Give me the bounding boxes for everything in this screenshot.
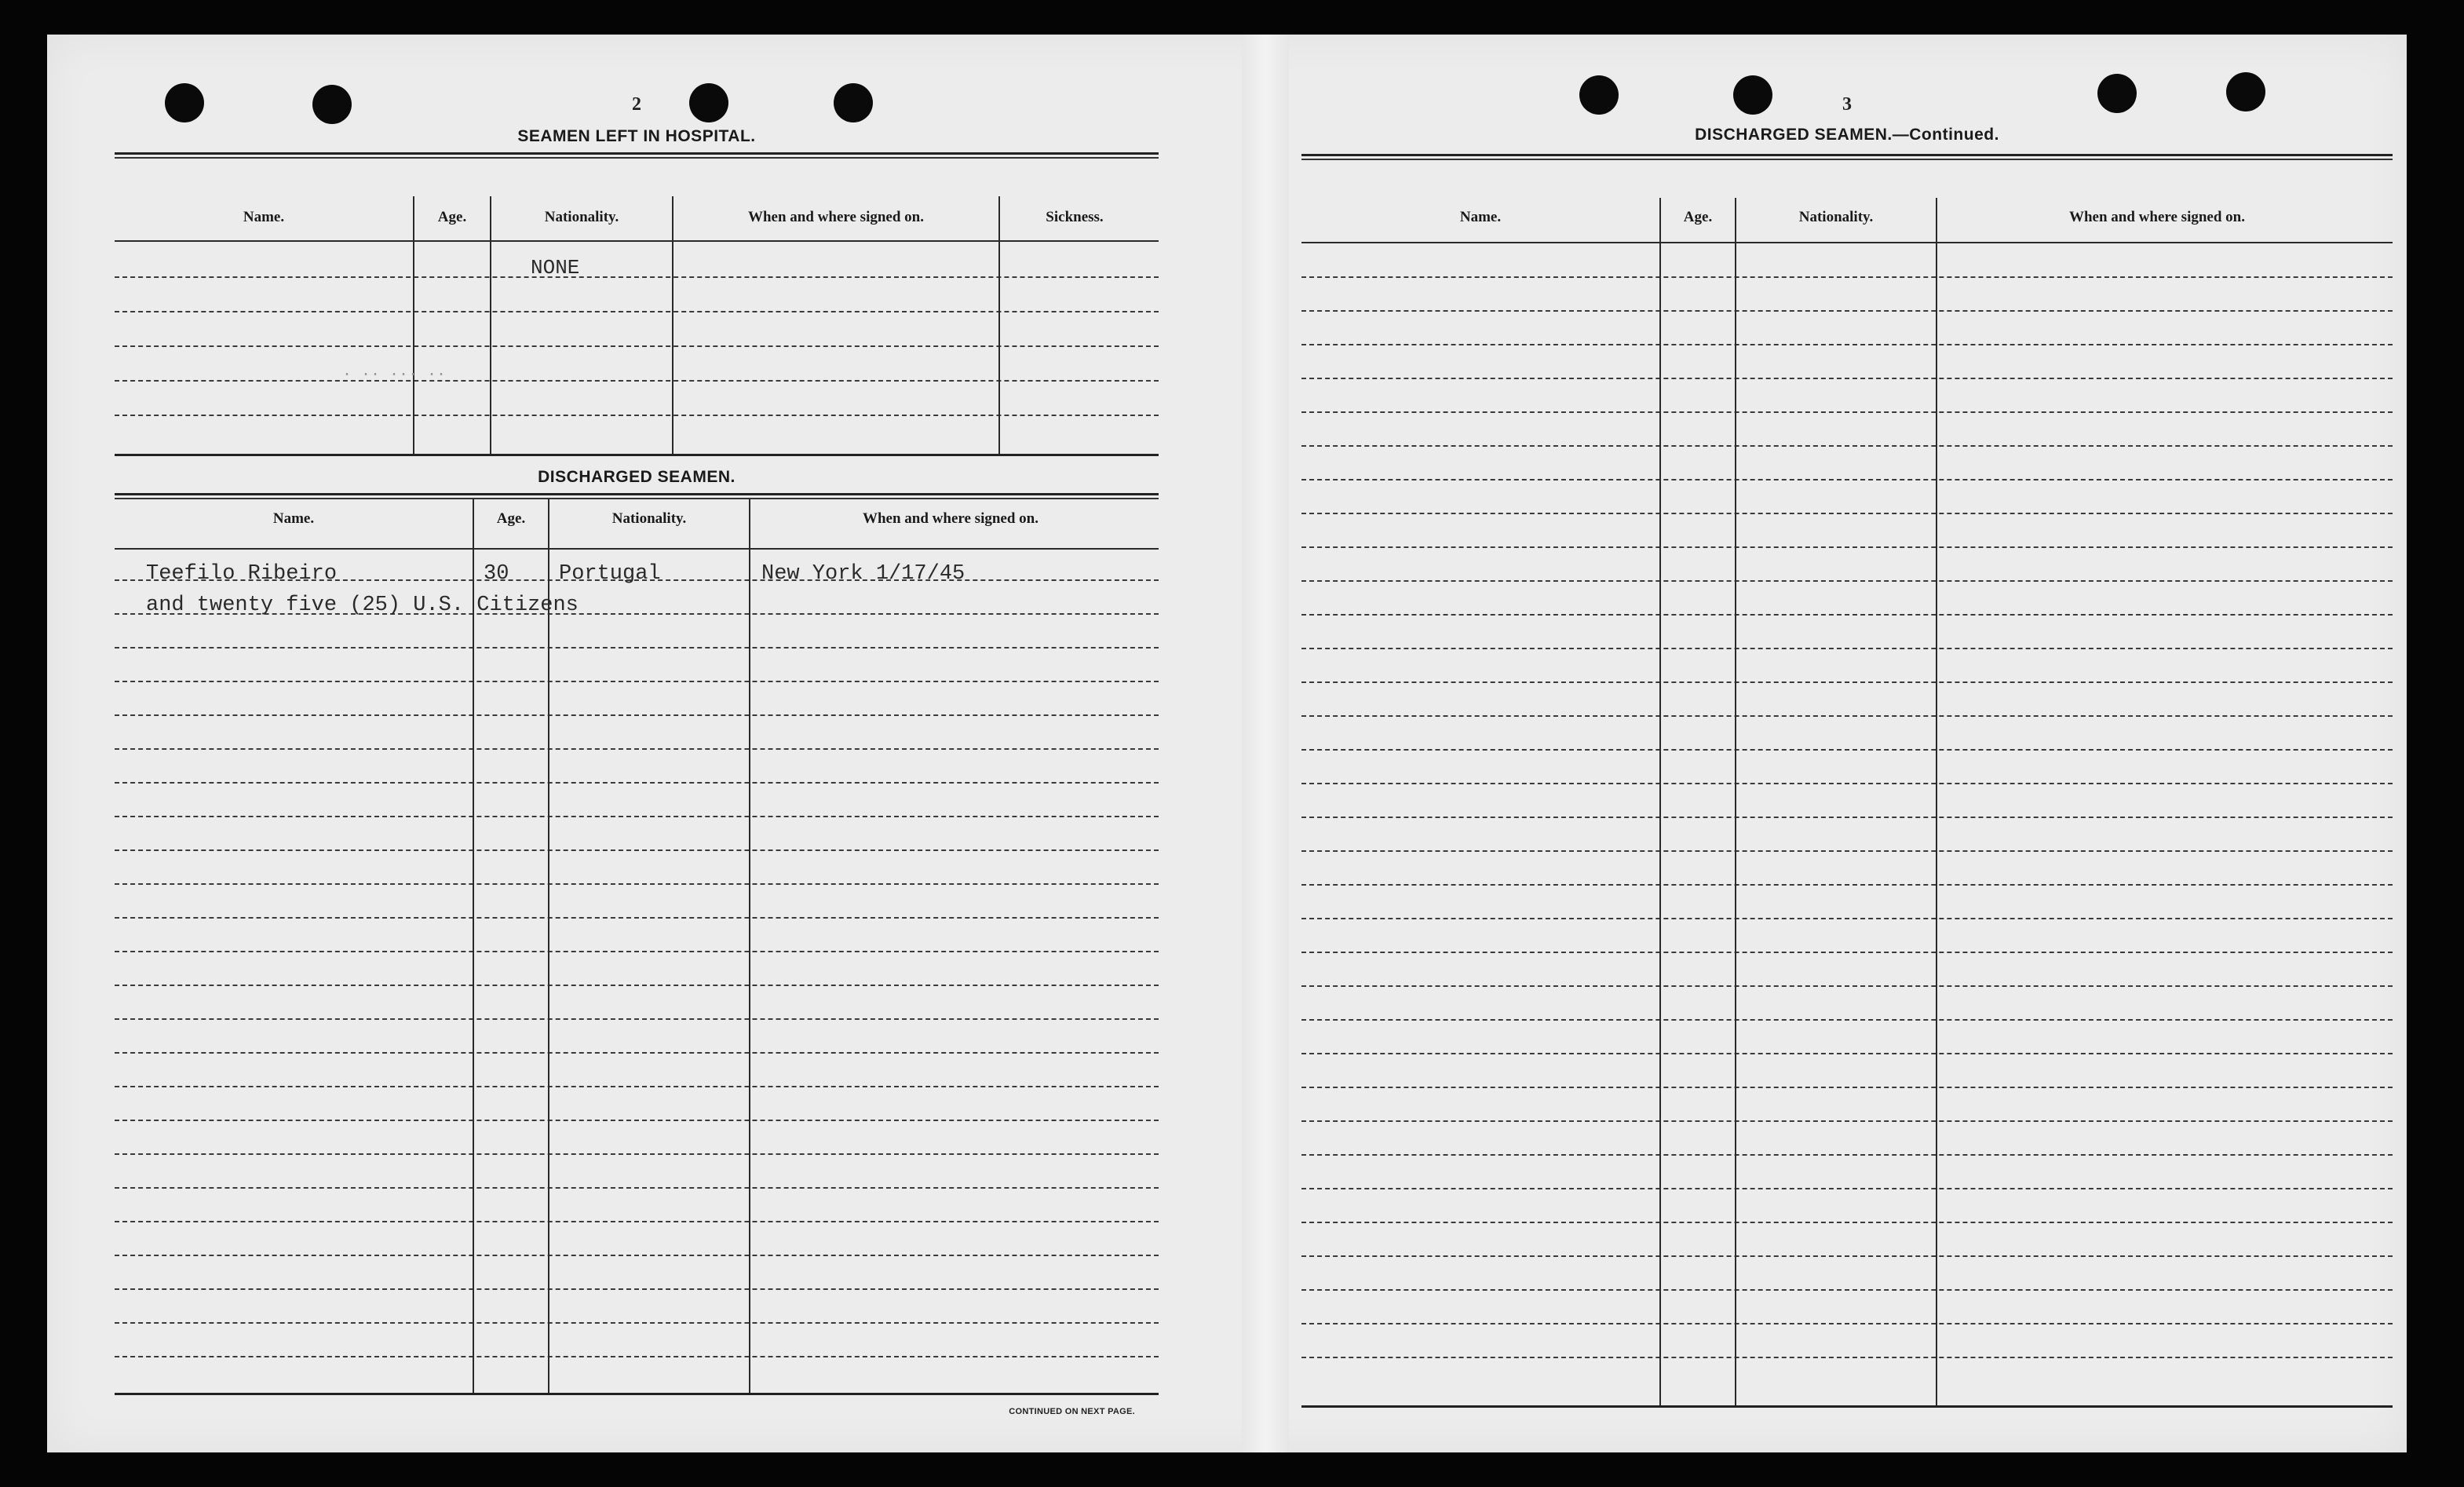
ruled-line [115,883,1159,885]
ruled-line [1301,1323,2393,1324]
page-number: 3 [1842,94,1852,115]
ruled-line [1301,310,2393,312]
ruled-line [1301,783,2393,784]
seaman-name: Teefilo Ribeiro [146,562,338,586]
ruled-line [1301,749,2393,751]
ruled-line [1301,580,2393,582]
ruled-line [115,1221,1159,1222]
ruled-line [1301,614,2393,616]
ruled-line [1301,276,2393,278]
continued-table [1301,154,2393,1410]
seaman-age: 30 [484,562,509,586]
ruled-line [1301,918,2393,919]
page-number: 2 [632,94,641,115]
continued-section-title: DISCHARGED SEAMEN.—Continued. [1695,126,1999,144]
ruled-line [115,1052,1159,1054]
ruled-line [115,1255,1159,1256]
hospital-col-age: Age. [437,209,467,225]
ruled-line [1301,1289,2393,1291]
ruled-line [1301,952,2393,953]
ruled-line [115,1187,1159,1189]
ruled-line [115,951,1159,952]
ruled-line [115,985,1159,986]
hospital-section-title: SEAMEN LEFT IN HOSPITAL. [517,127,756,145]
ruled-line [1301,1154,2393,1156]
scanned-document [47,35,2407,1452]
hospital-table [115,152,1159,459]
ruled-line [115,917,1159,919]
ruled-line [115,647,1159,649]
ruled-line [1301,681,2393,683]
hospital-col-name: Name. [243,209,285,225]
ruled-line [1301,1222,2393,1223]
ruled-line [115,1288,1159,1290]
ruled-line [1301,715,2393,717]
discharged-col-signed-on: When and where signed on. [862,510,1039,527]
continued-col-name: Name. [1459,209,1502,225]
ruled-line [115,1356,1159,1357]
ruled-line [1301,1357,2393,1358]
hospital-col-sickness: Sickness. [1046,209,1104,225]
ruled-line [115,714,1159,716]
ruled-line [115,782,1159,784]
ruled-line [1301,884,2393,886]
ruled-line [115,1153,1159,1155]
seaman-signed-on: New York 1/17/45 [761,562,966,586]
ruled-line [1301,1120,2393,1122]
continued-col-signed-on: When and where signed on. [2068,209,2245,225]
ruled-line [115,816,1159,817]
ruled-line [115,1018,1159,1020]
ruled-line [1301,546,2393,548]
ruled-line [115,849,1159,851]
faint-stamp-mark: ·· ··· ·· · [342,364,447,382]
discharged-col-age: Age. [496,510,526,527]
continued-note: CONTINUED ON NEXT PAGE. [1009,1407,1135,1416]
ruled-line [1301,344,2393,345]
discharged-col-nationality: Nationality. [611,510,687,527]
ruled-line [1301,1255,2393,1257]
continuation-line: and twenty five (25) U.S. Citizens [146,594,579,617]
discharged-table [115,493,1159,1404]
ruled-line [1301,445,2393,447]
ruled-line [1301,1019,2393,1021]
ruled-line [1301,513,2393,514]
ruled-line [115,681,1159,682]
seaman-nationality: Portugal [559,562,661,586]
ruled-line [115,748,1159,750]
ruled-line [115,1322,1159,1324]
hospital-col-nationality: Nationality. [544,209,619,225]
ruled-line [115,1086,1159,1087]
ruled-line [115,1120,1159,1121]
ruled-line [1301,411,2393,413]
discharged-section-title: DISCHARGED SEAMEN. [538,468,736,486]
ruled-line [1301,817,2393,818]
ruled-line [1301,985,2393,987]
continued-col-nationality: Nationality. [1798,209,1874,225]
hospital-col-signed-on: When and where signed on. [747,209,924,225]
ruled-line [1301,648,2393,649]
ruled-line [1301,850,2393,852]
ruled-line [1301,1087,2393,1088]
ruled-line [1301,1188,2393,1189]
center-fold [1242,35,1289,1452]
ruled-line [1301,1053,2393,1054]
ruled-line [1301,479,2393,480]
ruled-line [1301,378,2393,379]
continued-col-age: Age. [1683,209,1713,225]
discharged-col-name: Name. [272,510,315,527]
hospital-entry: NONE [531,256,580,279]
